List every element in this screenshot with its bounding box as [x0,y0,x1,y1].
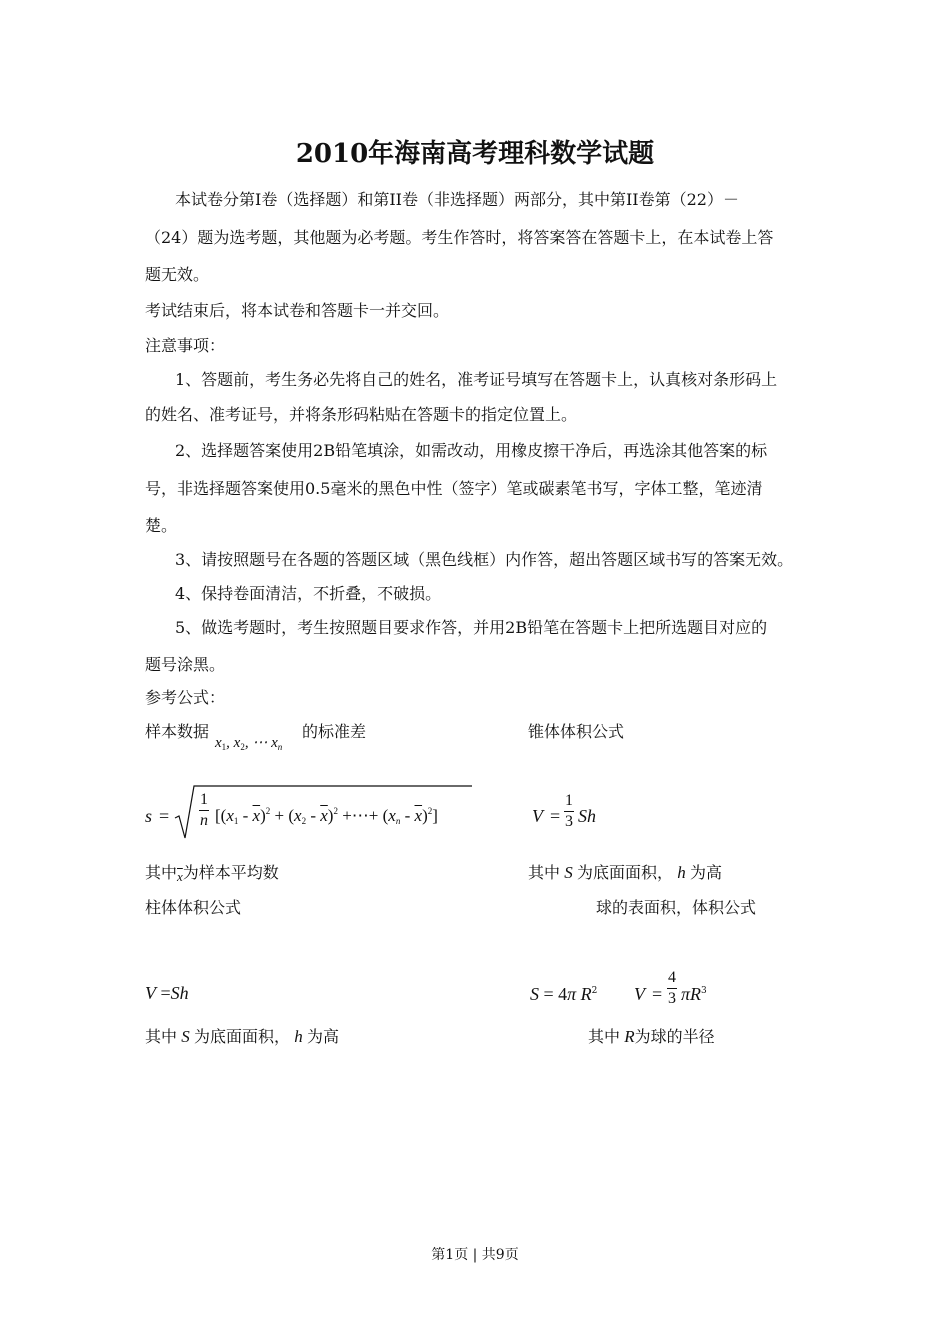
sphere-formulas: S = 4π $R^2$ V = $\frac{4}{3}$ $\pi R^3$ [530,969,707,1007]
note-2-line-1: 2、选择题答案使用2B铅笔填涂，如需改动，用橡皮擦干净后，再选涂其他答案的标 [175,441,768,460]
page-footer: 第1页 | 共9页 [431,1247,519,1263]
notes-heading: 注意事项： [145,336,226,355]
sphere-note: 其中 R为球的半径 [588,1027,715,1046]
cone-volume-label: 锥体体积公式 [528,722,625,741]
formulas-heading: 参考公式： [145,688,226,707]
sample-data-suffix: 的标准差 [302,722,367,741]
cylinder-volume-label: 柱体体积公式 [145,898,242,917]
cylinder-note: 其中 S 为底面面积， h 为高 [145,1027,340,1046]
note-5-line-1: 5、做选考题时，考生按照题目要求作答，并用2B铅笔在答题卡上把所选题目对应的 [175,618,768,637]
variance-sum: [$(x_1 - \overline{x})^2 + (x_2 - \overline{x})^2$ +⋯+ $(x_n - \overline{x})^2$] [215,806,438,826]
one-over-n: $\frac{1}{n}$ [200,791,208,829]
note-2-line-2: 号，非选择题答案使用0.5毫米的黑色中性（签字）笔或碳素笔书写，字体工整，笔迹清 [145,479,763,498]
intro-line-4: 考试结束后，将本试卷和答题卡一并交回。 [145,301,450,320]
sphere-surface-formula: S = 4π $R^2$ [530,984,598,1004]
intro-line-1: 本试卷分第Ⅰ卷（选择题）和第II卷（非选择题）两部分，其中第II卷第（22）－ [175,190,739,209]
cone-note: 其中 S 为底面面积， h 为高 [528,863,723,882]
note-3: 3、请按照题号在各题的答题区域（黑色线框）内作答，超出答题区域书写的答案无效。 [175,550,794,569]
note-1-line-1: 1、答题前，考生务必先将自己的姓名，准考证号填写在答题卡上，认真核对条形码上 [175,370,778,389]
intro-line-2: （24）题为选考题，其他题为必考题。考生作答时，将答案答在答题卡上，在本试卷上答 [145,228,774,247]
intro-line-3: 题无效。 [145,265,210,284]
note-2-line-3: 楚。 [145,516,178,535]
sample-data-variables: $x_1$, $x_2$, ⋯ $x_n$ [215,735,283,752]
sample-data-label: 样本数据 [145,722,210,741]
note-1-line-2: 的姓名、准考证号，并将条形码粘贴在答题卡的指定位置上。 [145,405,578,424]
sphere-volume-tail: $\pi R^3$ [681,984,707,1004]
note-5-line-2: 题号涂黑。 [145,655,226,674]
sphere-formula-label: 球的表面积，体积公式 [596,898,757,917]
mean-note: 其中$\overline{x}$为样本平均数 [145,863,279,884]
page-title: 2010年海南高考理科数学试题 [295,139,655,169]
cylinder-volume-formula: V =Sh [145,983,189,1003]
note-4: 4、保持卷面清洁，不折叠，不破损。 [175,584,442,603]
